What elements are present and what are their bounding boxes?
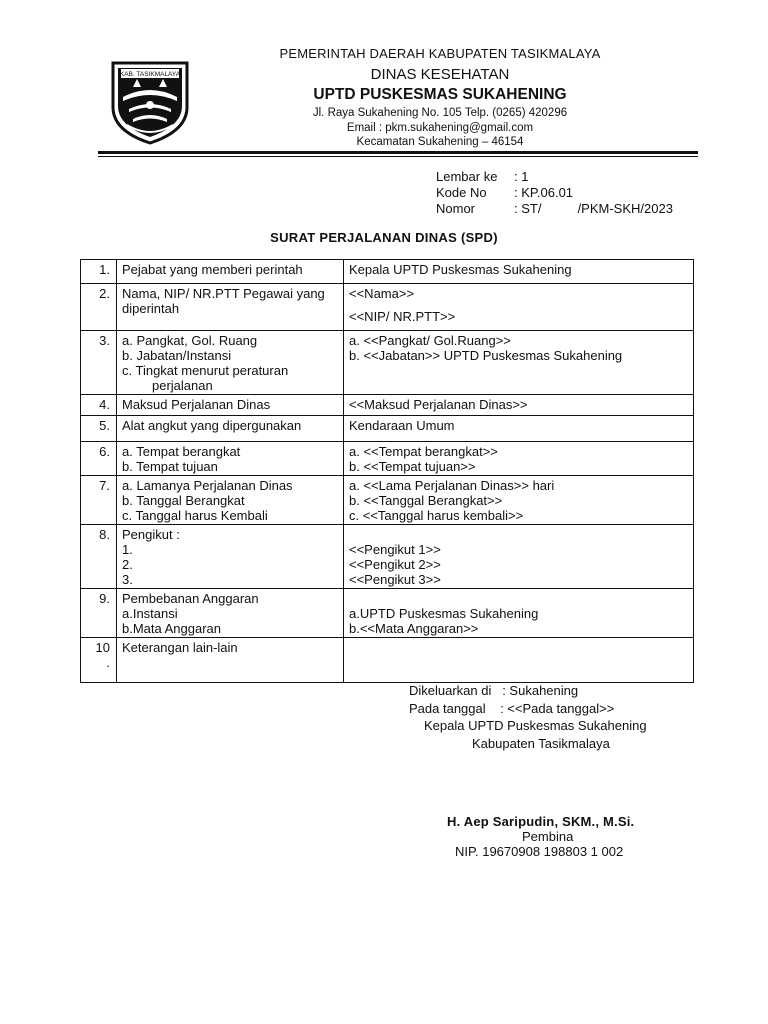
row-number: 10 . bbox=[81, 638, 117, 683]
table-row bbox=[81, 476, 694, 525]
signer-position: Kepala UPTD Puskesmas Sukahening bbox=[424, 718, 647, 733]
row-item: a. Lamanya Perjalanan Dinas b. Tanggal Berangkat c. Tanggal harus Kembali bbox=[117, 476, 344, 525]
government-name: PEMERINTAH DAERAH KABUPATEN TASIKMALAYA bbox=[279, 46, 601, 61]
row-number: 9. bbox=[81, 589, 117, 638]
table-row bbox=[81, 331, 694, 395]
row-value: <<Maksud Perjalanan Dinas>> bbox=[344, 395, 694, 416]
signer-nip: NIP. 19670908 198803 1 002 bbox=[455, 844, 624, 859]
row-item: a. Pangkat, Gol. Ruang b. Jabatan/Instansi c. Tingkat menurut peraturan perjalanan bbox=[117, 331, 344, 395]
row-value bbox=[344, 638, 694, 683]
table-row bbox=[81, 638, 694, 683]
signer-rank: Pembina bbox=[522, 829, 574, 844]
document-title: SURAT PERJALANAN DINAS (SPD) bbox=[270, 230, 498, 245]
row-number: 1. bbox=[81, 260, 117, 284]
signer-region: Kabupaten Tasikmalaya bbox=[472, 736, 610, 751]
row-number: 5. bbox=[81, 416, 117, 442]
row-item: Pengikut : 1. 2. 3. bbox=[117, 525, 344, 589]
row-number: 2. bbox=[81, 284, 117, 331]
row-item: Maksud Perjalanan Dinas bbox=[117, 395, 344, 416]
row-value: a.UPTD Puskesmas Sukahening b.<<Mata Anggaran>> bbox=[344, 589, 694, 638]
letterhead-rule-thick bbox=[98, 151, 698, 154]
row-number: 4. bbox=[81, 395, 117, 416]
table-row bbox=[81, 442, 694, 476]
row-value: Kendaraan Umum bbox=[344, 416, 694, 442]
row-item: a. Tempat berangkat b. Tempat tujuan bbox=[117, 442, 344, 476]
row-item: Alat angkut yang dipergunakan bbox=[117, 416, 344, 442]
agency-name: DINAS KESEHATAN bbox=[370, 66, 510, 83]
row-value: Kepala UPTD Puskesmas Sukahening bbox=[344, 260, 694, 284]
table-row bbox=[81, 416, 694, 442]
row-item: Keterangan lain-lain bbox=[117, 638, 344, 683]
row-number: 8. bbox=[81, 525, 117, 589]
row-value: <<Pengikut 1>> <<Pengikut 2>> <<Pengikut 3>> bbox=[344, 525, 694, 589]
logo-text: KAB. TASIKMALAYA bbox=[119, 71, 181, 78]
district-line: Kecamatan Sukahening – 46154 bbox=[356, 136, 524, 148]
row-value: <<Nama>> <<NIP/ NR.PTT>> bbox=[344, 284, 694, 331]
table-row bbox=[81, 589, 694, 638]
row-number: 7. bbox=[81, 476, 117, 525]
table-row bbox=[81, 525, 694, 589]
row-item: Pembebanan Anggaran a.Instansi b.Mata Anggaran bbox=[117, 589, 344, 638]
issue-date: Pada tanggal : <<Pada tanggal>> bbox=[409, 701, 615, 716]
row-value: a. <<Pangkat/ Gol.Ruang>> b. <<Jabatan>> UPTD Puskesmas Sukahening bbox=[344, 331, 694, 395]
row-value: a. <<Lama Perjalanan Dinas>> hari b. <<Tanggal Berangkat>> c. <<Tanggal harus kembali>> bbox=[344, 476, 694, 525]
table-row bbox=[81, 260, 694, 284]
spd-table bbox=[80, 259, 694, 683]
table-row bbox=[81, 395, 694, 416]
institution-name: UPTD PUSKESMAS SUKAHENING bbox=[313, 86, 567, 103]
letterhead-rule-thin bbox=[98, 156, 698, 157]
row-item: Nama, NIP/ NR.PTT Pegawai yang diperintah bbox=[117, 284, 344, 331]
signer-name: H. Aep Saripudin, SKM., M.Si. bbox=[447, 814, 635, 829]
row-number: 3. bbox=[81, 331, 117, 395]
address-line: Jl. Raya Sukahening No. 105 Telp. (0265) 420296 bbox=[312, 107, 568, 119]
table-row bbox=[81, 284, 694, 331]
regency-emblem-logo bbox=[103, 49, 197, 145]
email-line: Email : pkm.sukahening@gmail.com bbox=[346, 122, 534, 134]
row-item: Pejabat yang memberi perintah bbox=[117, 260, 344, 284]
row-value: a. <<Tempat berangkat>> b. <<Tempat tujuan>> bbox=[344, 442, 694, 476]
row-number: 6. bbox=[81, 442, 117, 476]
issued-at: Dikeluarkan di : Sukahening bbox=[409, 683, 579, 698]
